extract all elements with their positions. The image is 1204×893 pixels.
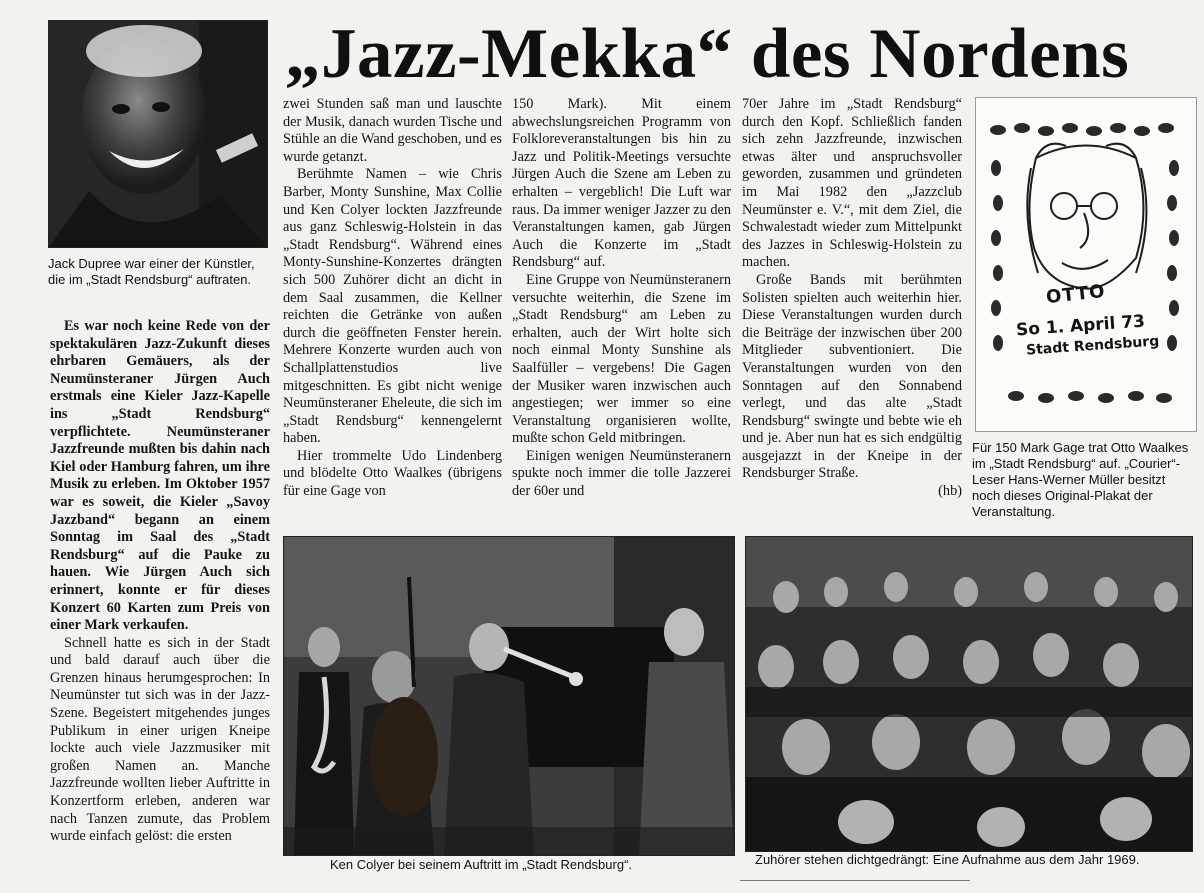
poster-otto bbox=[975, 97, 1197, 432]
photo-ken-colyer-caption: Ken Colyer bei seinem Auftritt im „Stadt Rendsburg“. bbox=[330, 857, 633, 872]
article-paragraph: zwei Stunden saß man und lauschte der Musik, danach wurden Tische und Stühle an die Wand geschoben, und es wurde getanzt. bbox=[283, 96, 502, 165]
poster-date: So 1. April 73 bbox=[1015, 311, 1146, 341]
page-title: „Jazz-Mekka“ des Nordens bbox=[285, 15, 1130, 93]
photo-jack-dupree bbox=[48, 20, 268, 248]
article-paragraph: 70er Jahre im „Stadt Rendsburg“ durch den Kopf. Schließlich fanden sich zehn Jazzfreunde, inzwischen etwas älter und anspruchsvoller geworden, zusammen und gründeten im Mai 1982 den „Jazzclub Neumünster e. V.“, mit dem Ziel, die Schwalestadt wieder zum Mittelpunkt des Jazzes in Schleswig-Holstein zu machen. bbox=[742, 96, 962, 271]
article-paragraph: Eine Gruppe von Neumünsteranern versuchte weiterhin, die Szene im „Stadt Rendsburg“ am Leben zu erhalten, auch der Wirt holte sich noch einmal Monty Sunshine als Saalfüller – vergebens! Die Gagen der Musiker waren inzwischen auch angestiegen; wer immer so eine Veranstaltung organisieren wollte, mußte schon Geld mitbringen. bbox=[512, 271, 731, 447]
article-intro: Es war noch keine Rede von der spektakulären Jazz-Zukunft dieses ehrbaren Gemäuers, als der Neumünsteraner Jürgen Auch erstmals eine Kieler Jazz-Kapelle ins „Stadt Rendsburg“ verpflichtete. Neumünsteraner Jazzfreunde mußten bis dahin nach Kiel oder Hamburg fahren, um ihre Musik zu erleben. Im Oktober 1957 war es soweit, die Kieler „Savoy Jazzband“ begann an einem Sonntag im Saal des „Stadt Rendsburg“ auf die Pauke zu hauen. Wie Jürgen Auch sich erinnert, konnte er für dieses Konzert 60 Karten zum Preis von einer Mark verkaufen. bbox=[50, 318, 270, 634]
article-column-2 bbox=[283, 96, 502, 532]
photo-jack-dupree-caption: Jack Dupree war einer der Künstler, die im „Stadt Rendsburg“ auftraten. bbox=[48, 256, 255, 287]
page-divider bbox=[740, 880, 970, 881]
photo-audience-1969 bbox=[745, 536, 1193, 852]
poster-caption: Für 150 Mark Gage trat Otto Waalkes im „Stadt Rendsburg“ auf. „Courier“-Leser Hans-Werner Müller besitzt noch dieses Original-Plakat der Veranstaltung. bbox=[972, 440, 1189, 519]
photo-audience-caption: Zuhörer stehen dichtgedrängt: Eine Aufnahme aus dem Jahr 1969. bbox=[755, 852, 1140, 867]
article-paragraph: Einigen wenigen Neumünsteranern spukte noch immer die tolle Jazzerei der 60er und bbox=[512, 447, 731, 500]
article-paragraph: Schnell hatte es sich in der Stadt und bald darauf auch über die Grenzen hinaus herumgesprochen: In Neumünster tut sich was in der Jazz-Szene. Begeistert mitgehendes junges Publikum in einer urigen Kneipe lockte auch viele Jazzmusiker mit großen Namen an. Manche Jazzfreunde wollten lieber Auftritte in Konzertform erleben, anderen war nach Tanzen zumute, das Problem wurde einfach gelöst: die ersten bbox=[50, 634, 270, 845]
poster-venue: Stadt Rendsburg bbox=[1025, 333, 1160, 359]
article-column-4 bbox=[742, 96, 962, 532]
poster-lettering: OTTO bbox=[1045, 280, 1107, 309]
article-paragraph: Große Bands mit berühmten Solisten spielten auch weiterhin hier. Diese Veranstaltungen wurden durch die Beiträge der inzwischen über 200 Mitglieder subventioniert. Die Veranstaltungen wurden von den Sonntagen auf den Sonnabend verlegt, und das alte „Stadt Rendsburg“ swingte und bebte wie eh und je. Aber nun hat es sich endgültig ausgejazzt in der Kneipe in der Rendsburger Straße. bbox=[742, 271, 962, 482]
article-paragraph: Hier trommelte Udo Lindenberg und blödelte Otto Waalkes (übrigens für eine Gage von bbox=[283, 447, 502, 500]
photo-ken-colyer bbox=[283, 536, 735, 856]
article-paragraph: Berühmte Namen – wie Chris Barber, Monty Sunshine, Max Collie und Ken Colyer lockten Jazzfreunde aus ganz Schleswig-Holstein in das „Stadt Rendsburg“. Während eines Monty-Sunshine-Konzertes drängten sich 500 Zuhörer dicht an dicht in dem Saal zusammen, die Kellner reichten die Getränke von außen durch die geöffneten Fenster herein. Mehrere Konzerte wurden auch von Schallplattenstudios live mitgeschnitten. Es gibt nicht wenige Neumünsteraner Eheleute, die sich im „Stadt Rendsburg“ kennengelernt haben. bbox=[283, 166, 502, 447]
article-column-1 bbox=[50, 318, 270, 890]
article-paragraph: 150 Mark). Mit einem abwechslungsreichen Programm von Folkloreveranstaltungen bis hin zu Jazz und Politik-Meetings versuchte Jürgen Auch die Szene am Leben zu erhalten – vergeblich! Die Luft war raus. Da immer weniger Jazzer zu den Veranstaltungen kamen, gab Jürgen Auch die Konzerte im „Stadt Rendsburg“ auf. bbox=[512, 96, 731, 271]
article-column-3 bbox=[512, 96, 731, 532]
author-signature: (hb) bbox=[938, 483, 962, 500]
